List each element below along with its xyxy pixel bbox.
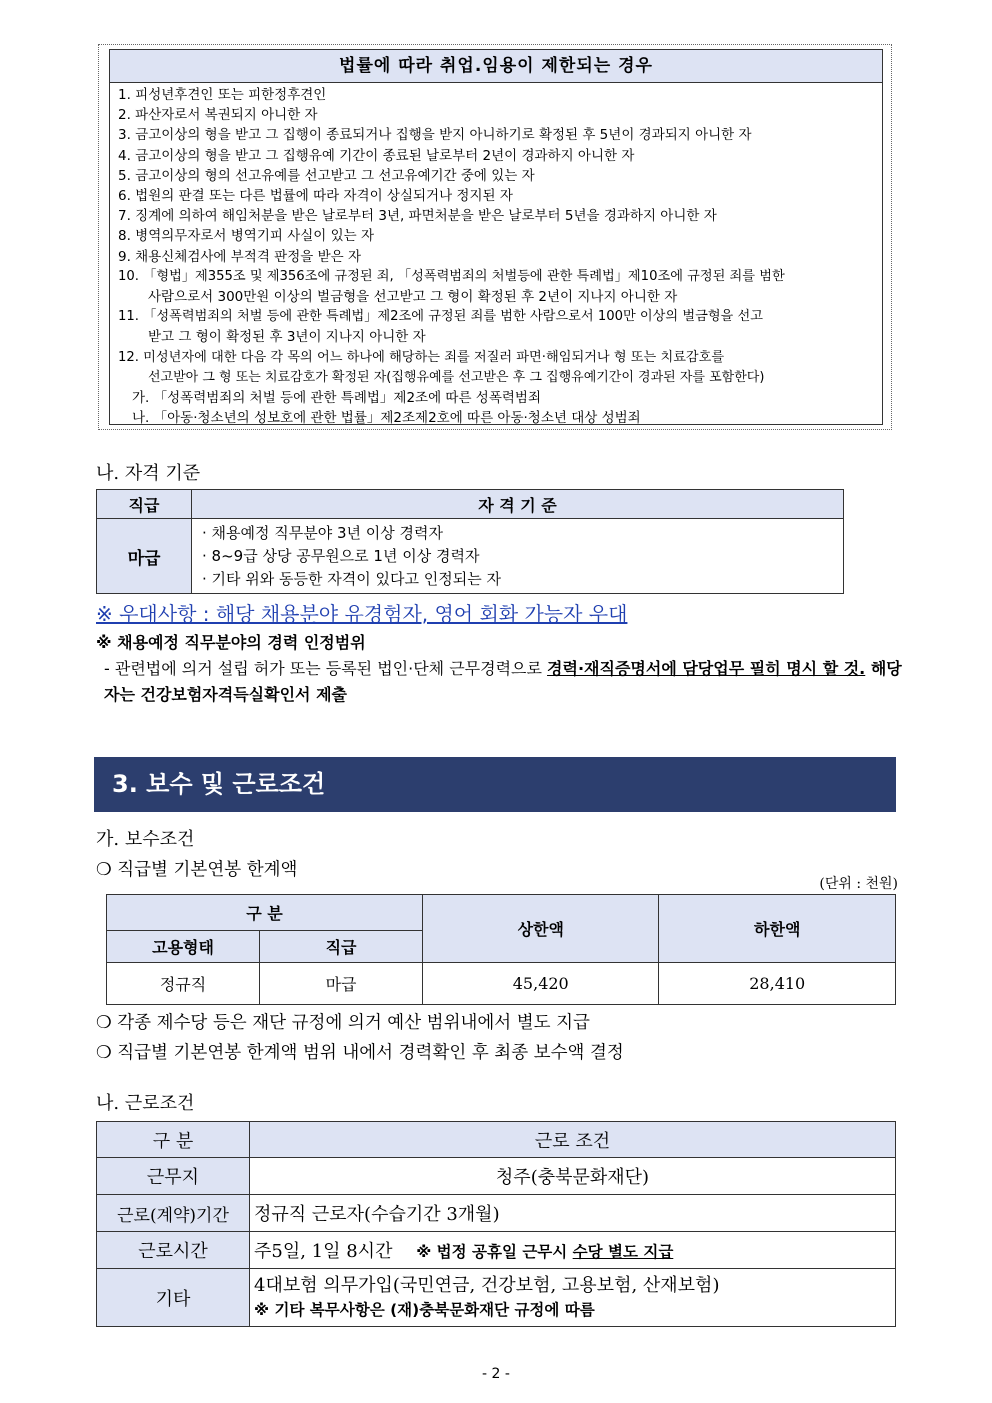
restriction-item: 1. 피성년후견인 또는 피한정후견인 bbox=[118, 87, 327, 103]
group-header: 구 분 bbox=[107, 895, 423, 931]
place-value: 청주(충북문화재단) bbox=[250, 1158, 896, 1195]
restriction-item-12-na: 나. 「아동·청소년의 성보호에 관한 법률」제2조제2호에 따른 아동·청소년 대상 성범죄 bbox=[132, 410, 641, 427]
work-heading: 나. 근로조건 bbox=[96, 1093, 195, 1114]
col-label: 구 분 bbox=[97, 1122, 250, 1158]
restriction-item-12: 12. 미성년자에 대한 다음 각 목의 어느 하나에 해당하는 죄를 저질러 파면·해임되거나 형 또는 치료감호를 bbox=[118, 349, 725, 365]
cell-lower: 28,410 bbox=[659, 963, 896, 1005]
preference-note: ※ 우대사항 : 해당 채용분야 유경험자, 영어 회화 가능자 우대 bbox=[96, 602, 628, 626]
career-scope-text bbox=[104, 656, 904, 708]
restriction-item: 8. 병역의무자로서 병역기피 사실이 있는 자 bbox=[118, 228, 375, 245]
career-scope-underlined: 경력·재직증명서에 담당업무 필히 명시 할 것. bbox=[547, 659, 866, 678]
place-label: 근무지 bbox=[97, 1158, 250, 1195]
col-type: 고용형태 bbox=[107, 931, 260, 963]
restriction-item: 9. 채용신체검사에 부적격 판정을 받은 자 bbox=[118, 248, 361, 265]
hours-note-b: 수당 별도 지급 bbox=[572, 1243, 674, 1261]
restrictions-box bbox=[98, 44, 892, 430]
restriction-item-10: 10. 「형법」제355조 및 제356조에 규정된 죄, 「성폭력범죄의 처벌등에 관한 특례법」제10조에 규정된 죄를 범한 bbox=[118, 268, 785, 284]
restrictions-title: 법률에 따라 취업.임용이 제한되는 경우 bbox=[110, 50, 882, 83]
criteria-line: · 채용예정 직무분야 3년 이상 경력자 bbox=[202, 524, 444, 542]
cell-upper: 45,420 bbox=[423, 963, 659, 1005]
col-grade: 직급 bbox=[260, 931, 423, 963]
hours-label: 근로시간 bbox=[97, 1232, 250, 1269]
grade-cell: 마급 bbox=[97, 519, 192, 594]
restrictions-list bbox=[110, 83, 882, 428]
restrictions-frame bbox=[109, 49, 883, 425]
hours-cell bbox=[250, 1232, 896, 1269]
page-number: - 2 - bbox=[482, 1366, 510, 1382]
col-lower: 하한액 bbox=[659, 895, 896, 963]
cell-type: 정규직 bbox=[107, 963, 260, 1005]
col-grade: 직급 bbox=[97, 490, 192, 519]
career-scope-title: ※ 채용예정 직무분야의 경력 인정범위 bbox=[96, 633, 366, 652]
period-value: 정규직 근로자(수습기간 3개월) bbox=[250, 1195, 896, 1232]
col-criteria: 자 격 기 준 bbox=[192, 490, 844, 519]
restriction-item-12-cont: 선고받아 그 형 또는 치료감호가 확정된 자(집행유예를 선고받은 후 그 집행유예기간이 경과된 자를 포함한다) bbox=[148, 369, 765, 385]
qualification-heading: 나. 자격 기준 bbox=[96, 463, 201, 484]
salary-decision-bullet: ❍ 직급별 기본연봉 한계액 범위 내에서 경력확인 후 최종 보수액 결정 bbox=[96, 1043, 624, 1063]
salary-table bbox=[106, 894, 896, 1005]
restriction-item: 3. 금고이상의 형을 받고 그 집행이 종료되거나 집행을 받지 아니하기로 확정된 후 5년이 경과되지 아니한 자 bbox=[118, 127, 752, 144]
restriction-item: 2. 파산자로서 복권되지 아니한 자 bbox=[118, 107, 318, 124]
restriction-item-11-cont: 받고 그 형이 확정된 후 3년이 지나지 아니한 자 bbox=[148, 329, 426, 346]
criteria-line: · 8~9급 상당 공무원으로 1년 이상 경력자 bbox=[202, 547, 480, 565]
hours-value: 주5일, 1일 8시간 bbox=[254, 1241, 393, 1262]
hours-note-a: ※ 법정 공휴일 근무시 bbox=[416, 1243, 573, 1261]
restriction-item: 5. 금고이상의 형의 선고유예를 선고받고 그 선고유예기간 중에 있는 자 bbox=[118, 167, 535, 184]
restriction-item-12-ga: 가. 「성폭력범죄의 처벌 등에 관한 특례법」제2조에 따른 성폭력범죄 bbox=[132, 390, 541, 407]
etc-value: 4대보험 의무가입(국민연금, 건강보험, 고용보험, 산재보험) bbox=[254, 1274, 720, 1296]
col-value: 근로 조건 bbox=[250, 1122, 896, 1158]
etc-cell bbox=[250, 1269, 896, 1327]
hours-note bbox=[416, 1243, 673, 1261]
section-3-banner: 3. 보수 및 근로조건 bbox=[94, 757, 896, 812]
col-upper: 상한액 bbox=[423, 895, 659, 963]
salary-heading: 가. 보수조건 bbox=[96, 829, 195, 850]
restriction-item: 7. 징계에 의하여 해임처분을 받은 날로부터 3년, 파면처분을 받은 날로부터 5년을 경과하지 아니한 자 bbox=[118, 208, 717, 225]
qualification-table bbox=[96, 489, 844, 594]
salary-bullet: ❍ 직급별 기본연봉 한계액 bbox=[96, 860, 298, 880]
unit-label: (단위 : 천원) bbox=[819, 876, 898, 892]
work-conditions-table bbox=[96, 1121, 896, 1327]
criteria-cell bbox=[192, 519, 844, 594]
criteria-line: · 기타 위와 동등한 자격이 있다고 인정되는 자 bbox=[202, 570, 501, 588]
etc-label: 기타 bbox=[97, 1269, 250, 1327]
restriction-item-11: 11. 「성폭력범죄의 처벌 등에 관한 특례법」제2조에 규정된 죄를 범한 사람으로서 100만 이상의 벌금형을 선고 bbox=[118, 309, 763, 325]
period-label: 근로(계약)기간 bbox=[97, 1195, 250, 1232]
allowance-bullet: ❍ 각종 제수당 등은 재단 규정에 의거 예산 범위내에서 별도 지급 bbox=[96, 1013, 590, 1033]
restriction-item: 4. 금고이상의 형을 받고 그 집행유예 기간이 종료된 날로부터 2년이 경과하지 아니한 자 bbox=[118, 147, 635, 164]
restriction-item: 6. 법원의 판결 또는 다른 법률에 따라 자격이 상실되거나 정지된 자 bbox=[118, 188, 513, 205]
career-scope-text-1: - 관련법에 의거 설립 허가 또는 등록된 법인·단체 근무경력으로 bbox=[104, 659, 548, 678]
restriction-item-10-cont: 사람으로서 300만원 이상의 벌금형을 선고받고 그 형이 확정된 후 2년이 지나지 아니한 자 bbox=[148, 289, 678, 306]
etc-note: ※ 기타 복무사항은 (재)충북문화재단 규정에 따름 bbox=[254, 1300, 595, 1319]
career-scope-text-2: 해당자는 건강보험자격득실확인서 제출 bbox=[104, 659, 902, 704]
cell-grade: 마급 bbox=[260, 963, 423, 1005]
